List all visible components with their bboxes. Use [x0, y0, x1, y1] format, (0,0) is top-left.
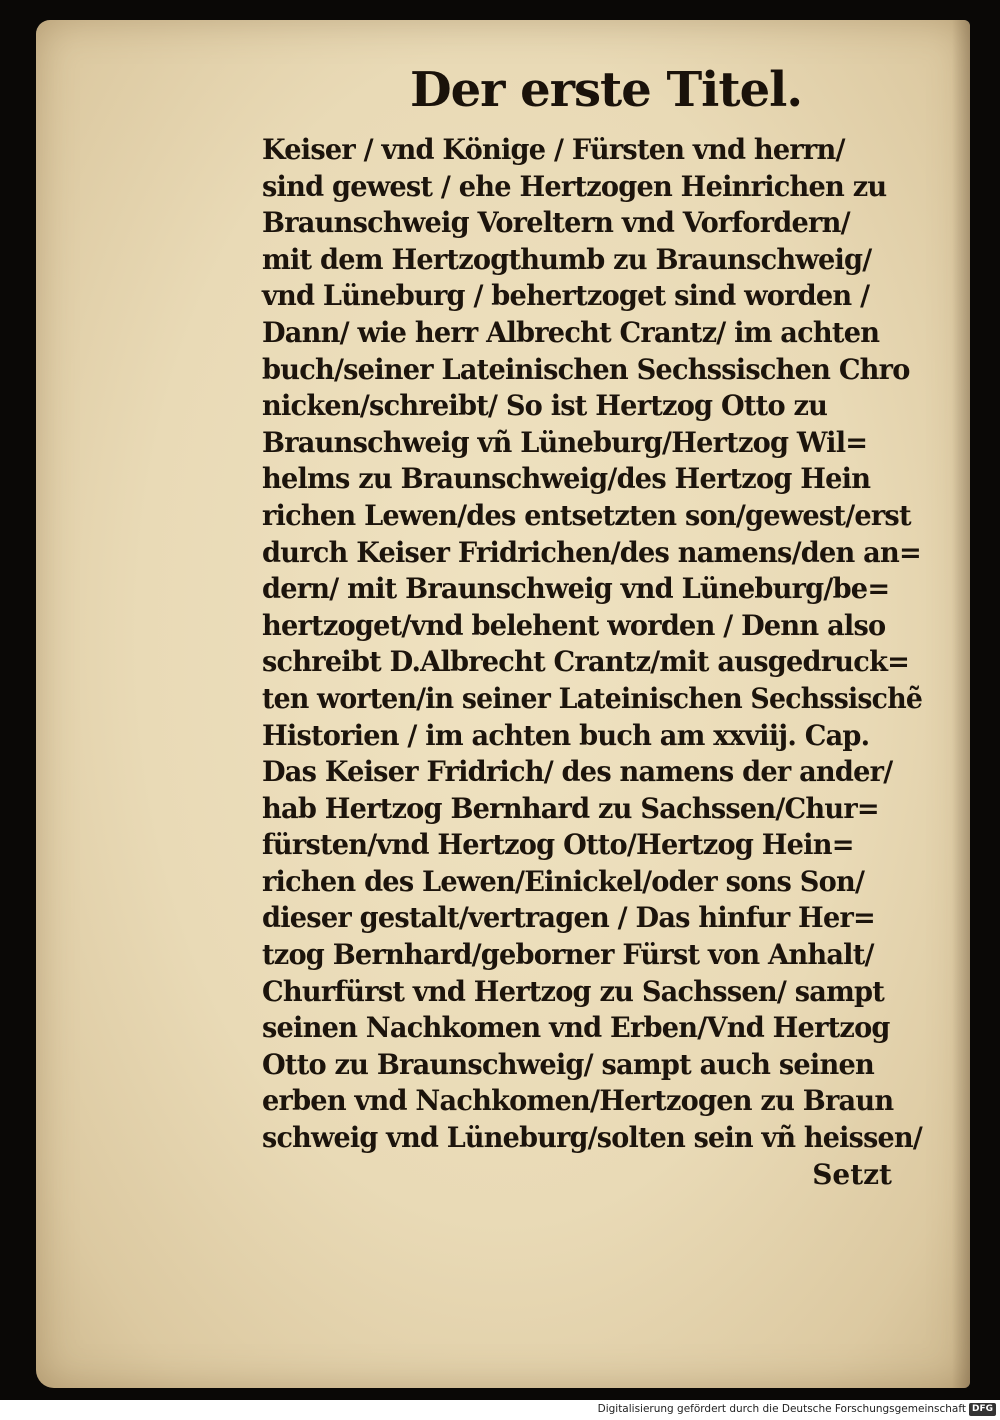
text-line: durch Keiser Fridrichen/des namens/den an=	[262, 535, 922, 569]
text-line: richen des Lewen/Einickel/oder sons Son/	[262, 864, 865, 898]
text-line: Das Keiser Fridrich/ des namens der ander/	[262, 755, 893, 789]
text-line: Dann/ wie herr Albrecht Crantz/ im achten	[262, 315, 880, 349]
text-line: dieser gestalt/vertragen / Das hinfur Her=	[262, 901, 876, 935]
text-line: tzog Bernhard/geborner Fürst von Anhalt/	[262, 938, 874, 972]
text-line: helms zu Braunschweig/des Hertzog Hein	[262, 462, 871, 496]
text-line: vnd Lüneburg / behertzoget sind worden /	[262, 279, 870, 313]
page-edge-shadow	[952, 20, 970, 1388]
text-line: schweig vnd Lüneburg/solten sein vñ heissen/	[262, 1121, 922, 1155]
text-line: Historien / im achten buch am xxviij. Cap.	[262, 718, 870, 752]
text-line: buch/seiner Lateinischen Sechssischen Chro	[262, 352, 910, 386]
text-line: Otto zu Braunschweig/ sampt auch seinen	[262, 1047, 874, 1081]
text-line: richen Lewen/des entsetzten son/gewest/erst	[262, 498, 911, 532]
catchword: Setzt	[812, 1157, 892, 1191]
text-line: sind gewest / ehe Hertzogen Heinrichen zu	[262, 169, 887, 203]
text-line: hertzoget/vnd belehent worden / Denn also	[262, 608, 886, 642]
text-line: nicken/schreibt/ So ist Hertzog Otto zu	[262, 389, 828, 423]
text-line: schreibt D.Albrecht Crantz/mit ausgedruck=	[262, 645, 910, 679]
page-heading: Der erste Titel.	[410, 62, 803, 118]
text-line: erben vnd Nachkomen/Hertzogen zu Braun	[262, 1084, 894, 1118]
text-line: Keiser / vnd Könige / Fürsten vnd herrn/	[262, 133, 845, 166]
text-line: Braunschweig Voreltern vnd Vorfordern/	[262, 206, 850, 240]
text-line: fürsten/vnd Hertzog Otto/Hertzog Hein=	[262, 828, 854, 862]
text-line: Braunschweig vñ Lüneburg/Hertzog Wil=	[262, 425, 868, 459]
text-line: dern/ mit Braunschweig vnd Lüneburg/be=	[262, 572, 890, 606]
text-line: hab Hertzog Bernhard zu Sachssen/Chur=	[262, 791, 879, 825]
body-text	[262, 132, 942, 1193]
footer-bar	[0, 1400, 1000, 1420]
text-line: ten worten/in seiner Lateinischen Sechssischẽ	[262, 681, 923, 715]
text-line: Churfürst vnd Hertzog zu Sachssen/ sampt	[262, 974, 885, 1008]
dfg-logo: DFG	[969, 1403, 996, 1416]
text-line: mit dem Hertzogthumb zu Braunschweig/	[262, 242, 872, 276]
text-line: seinen Nachkomen vnd Erben/Vnd Hertzog	[262, 1011, 890, 1045]
funding-credit: Digitalisierung gefördert durch die Deutsche Forschungsgemeinschaft	[597, 1403, 966, 1415]
